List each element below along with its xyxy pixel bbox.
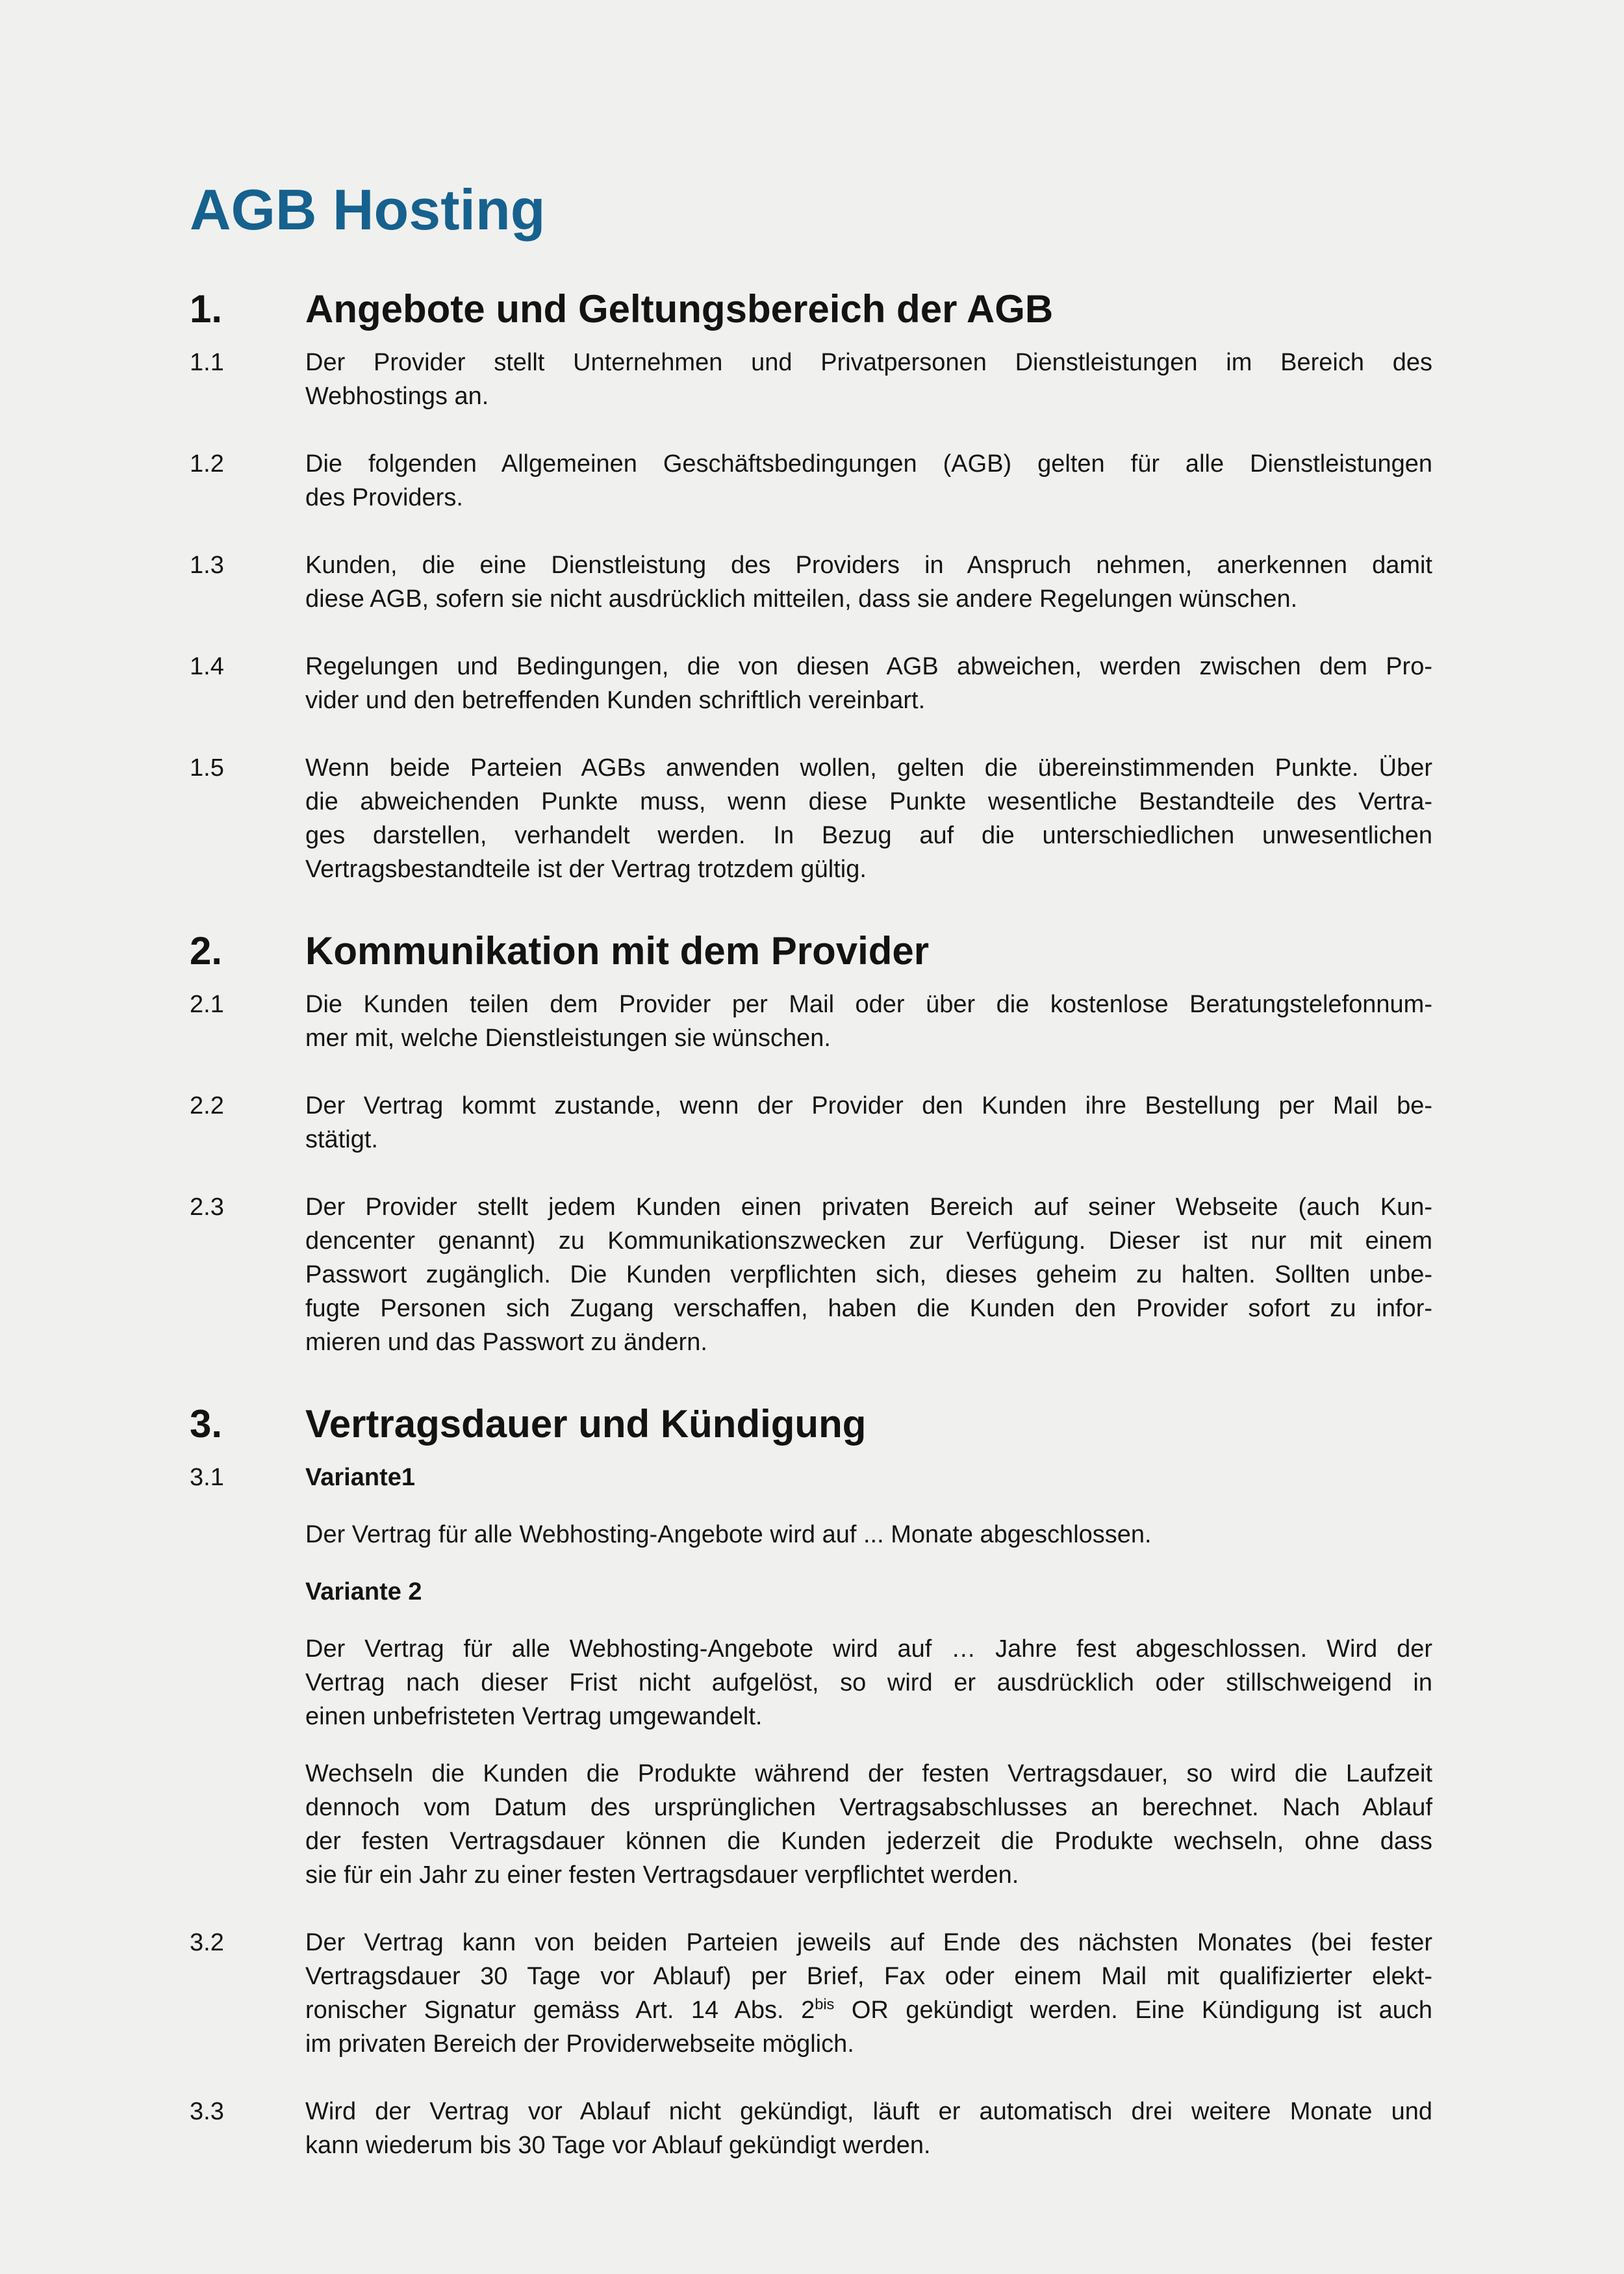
variant-label-row bbox=[190, 1575, 1432, 1609]
clause-number bbox=[190, 1632, 305, 1733]
clause-row bbox=[190, 1926, 1432, 2061]
clause-text bbox=[305, 1926, 1432, 2061]
text-line: der festen Vertragsdauer können die Kunden jederzeit die Produkte wechseln, ohne dass bbox=[305, 1827, 1432, 1855]
text-line: Vertragsbestandteile ist der Vertrag trotzdem gültig. bbox=[305, 855, 867, 883]
text-line: diese AGB, sofern sie nicht ausdrücklich mitteilen, dass sie andere Regelungen wünschen. bbox=[305, 585, 1298, 613]
clause-row bbox=[190, 346, 1432, 413]
text-line: Der Vertrag für alle Webhosting-Angebote wird auf ... Monate abgeschlossen. bbox=[305, 1520, 1152, 1548]
text-line: Der Provider stellt Unternehmen und Privatpersonen Dienstleistungen im Bereich des bbox=[305, 348, 1432, 376]
text-line: Der Vertrag kann von beiden Parteien jeweils auf Ende des nächsten Monates (bei fester bbox=[305, 1928, 1432, 1956]
clause-text bbox=[305, 2095, 1432, 2162]
text-line: Variante 2 bbox=[305, 1578, 422, 1605]
text-line: des Providers. bbox=[305, 483, 463, 511]
text-line: Variante1 bbox=[305, 1463, 415, 1491]
clause-text bbox=[305, 1190, 1432, 1359]
clause-number: 3.2 bbox=[190, 1928, 224, 1956]
clause-text bbox=[305, 346, 1432, 413]
clause-number: 3.1 bbox=[190, 1463, 224, 1491]
clause-number: 1.3 bbox=[190, 551, 224, 579]
section-heading-text: Kommunikation mit dem Provider bbox=[305, 928, 930, 973]
clause-number: 1.1 bbox=[190, 348, 224, 376]
document-body bbox=[190, 286, 1432, 2162]
clause-number: 2.1 bbox=[190, 990, 224, 1018]
clause-subparagraph-row bbox=[190, 1518, 1432, 1552]
clause-text bbox=[305, 1757, 1432, 1892]
text-line: Wenn beide Parteien AGBs anwenden wollen, gelten die übereinstimmenden Punkte. Über bbox=[305, 754, 1432, 782]
clause-number: 2.2 bbox=[190, 1092, 224, 1119]
clause-row bbox=[190, 548, 1432, 616]
text-line: sie für ein Jahr zu einer festen Vertragsdauer verpflichtet werden. bbox=[305, 1861, 1019, 1889]
clause-row bbox=[190, 1190, 1432, 1359]
text-line: Wechseln die Kunden die Produkte während der festen Vertragsdauer, so wird die Laufzeit bbox=[305, 1759, 1432, 1787]
clause-text bbox=[305, 548, 1432, 616]
text-line: die abweichenden Punkte muss, wenn diese Punkte wesentliche Bestandteile des Vertra- bbox=[305, 787, 1432, 815]
section-heading bbox=[190, 1401, 1432, 1448]
section-number: 2. bbox=[190, 928, 223, 973]
text-line: Der Vertrag für alle Webhosting-Angebote wird auf … Jahre fest abgeschlossen. Wird der bbox=[305, 1635, 1432, 1663]
clause-number: 3.3 bbox=[190, 2097, 224, 2125]
section-heading-text: Vertragsdauer und Kündigung bbox=[305, 1401, 867, 1446]
text-line: kann wiederum bis 30 Tage vor Ablauf gekündigt werden. bbox=[305, 2131, 931, 2159]
clause-row bbox=[190, 447, 1432, 515]
text-line: Vertragsdauer 30 Tage vor Ablauf) per Brief, Fax oder einem Mail mit qualifizierter elekt- bbox=[305, 1962, 1432, 1990]
clause-text bbox=[305, 751, 1432, 886]
text-line: Vertrag nach dieser Frist nicht aufgelöst, so wird er ausdrücklich oder stillschweigend in bbox=[305, 1668, 1432, 1696]
superscript-text: bis bbox=[815, 1995, 835, 2012]
section-heading-text: Angebote und Geltungsbereich der AGB bbox=[305, 287, 1054, 331]
text-line: Wird der Vertrag vor Ablauf nicht gekündigt, läuft er automatisch drei weitere Monate und bbox=[305, 2097, 1432, 2125]
clause-text bbox=[305, 650, 1432, 717]
clause-number bbox=[190, 1575, 305, 1609]
clause-row bbox=[190, 1089, 1432, 1156]
section-heading bbox=[190, 928, 1432, 975]
clause-row bbox=[190, 1461, 1432, 1494]
text-line: dennoch vom Datum des ursprünglichen Vertragsabschlusses an berechnet. Nach Ablauf bbox=[305, 1793, 1432, 1821]
text-line: mer mit, welche Dienstleistungen sie wünschen. bbox=[305, 1024, 831, 1052]
clause-number: 2.3 bbox=[190, 1193, 224, 1221]
clause-text bbox=[305, 1089, 1432, 1156]
clause-row bbox=[190, 751, 1432, 886]
clause-number: 1.5 bbox=[190, 754, 224, 782]
text-line: Der Vertrag kommt zustande, wenn der Provider den Kunden ihre Bestellung per Mail be- bbox=[305, 1092, 1432, 1119]
clause-text bbox=[305, 988, 1432, 1055]
clause-text bbox=[305, 1632, 1432, 1733]
variant-label bbox=[305, 1461, 1432, 1494]
clause-subparagraph-row bbox=[190, 1757, 1432, 1892]
text-line: ges darstellen, verhandelt werden. In Bezug auf die unterschiedlichen unwesentlichen bbox=[305, 821, 1432, 849]
text-line: Webhostings an. bbox=[305, 382, 489, 410]
text-line: Regelungen und Bedingungen, die von diesen AGB abweichen, werden zwischen dem Pro- bbox=[305, 652, 1432, 680]
clause-number: 1.4 bbox=[190, 652, 224, 680]
clause-number bbox=[190, 1518, 305, 1552]
variant-label bbox=[305, 1575, 1432, 1609]
text-line: ronischer Signatur gemäss Art. 14 Abs. $2^{bis}$ OR gekündigt werden. Eine Kündigung ist auch bbox=[305, 1995, 1433, 2024]
clause-text bbox=[305, 1518, 1432, 1552]
section-number: 1. bbox=[190, 287, 223, 331]
text-line: dencenter genannt) zu Kommunikationszwecken zur Verfügung. Dieser ist nur mit einem bbox=[305, 1227, 1432, 1255]
clause-number bbox=[190, 1757, 305, 1892]
clause-subparagraph-row bbox=[190, 1632, 1432, 1733]
section-number: 3. bbox=[190, 1401, 223, 1446]
clause-number: 1.2 bbox=[190, 450, 224, 478]
text-line: Der Provider stellt jedem Kunden einen privaten Bereich auf seiner Webseite (auch Kun- bbox=[305, 1193, 1432, 1221]
text-line: stätigt. bbox=[305, 1125, 378, 1153]
text-line: vider und den betreffenden Kunden schriftlich vereinbart. bbox=[305, 686, 926, 714]
document-title: AGB Hosting bbox=[190, 177, 546, 242]
text-line: fugte Personen sich Zugang verschaffen, haben die Kunden den Provider sofort zu infor- bbox=[305, 1294, 1432, 1322]
section-heading bbox=[190, 286, 1432, 333]
text-line: Passwort zugänglich. Die Kunden verpflichten sich, dieses geheim zu halten. Sollten unbe- bbox=[305, 1260, 1432, 1288]
text-line: im privaten Bereich der Providerwebseite möglich. bbox=[305, 2030, 854, 2058]
clause-row bbox=[190, 2095, 1432, 2162]
text-line: einen unbefristeten Vertrag umgewandelt. bbox=[305, 1702, 763, 1730]
clause-text bbox=[305, 447, 1432, 515]
text-line: Kunden, die eine Dienstleistung des Providers in Anspruch nehmen, anerkennen damit bbox=[305, 551, 1432, 579]
text-line: Die folgenden Allgemeinen Geschäftsbedingungen (AGB) gelten für alle Dienstleistungen bbox=[305, 450, 1432, 478]
clause-row bbox=[190, 650, 1432, 717]
text-line: Die Kunden teilen dem Provider per Mail oder über die kostenlose Beratungstelefonnum- bbox=[305, 990, 1432, 1018]
text-line: mieren und das Passwort zu ändern. bbox=[305, 1328, 707, 1356]
clause-row bbox=[190, 988, 1432, 1055]
